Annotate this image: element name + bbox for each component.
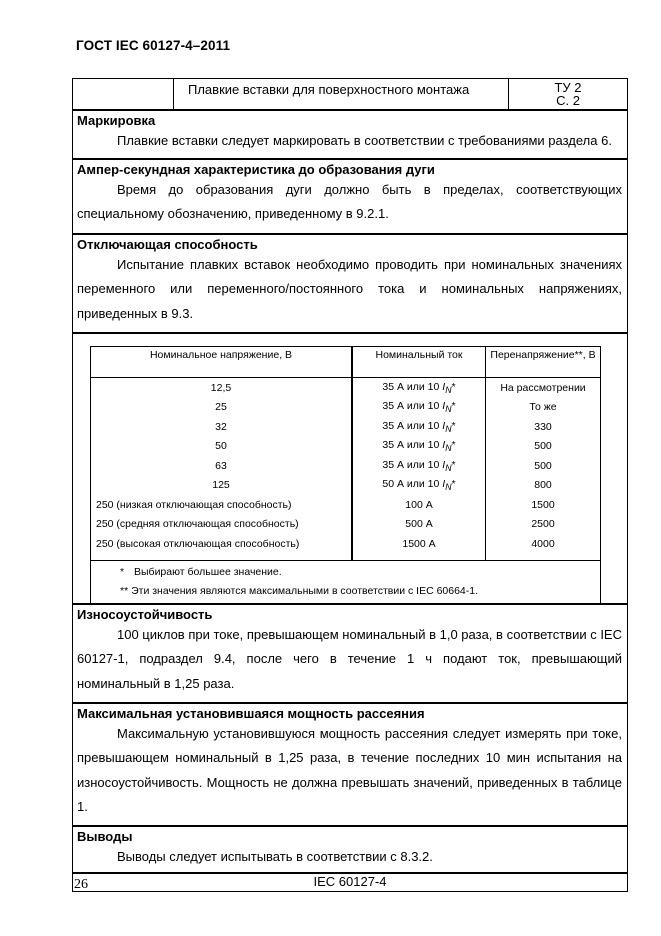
table-header-row <box>91 347 600 378</box>
cell-voltage: 32 <box>91 417 352 437</box>
header-product-name: Плавкие вставки для поверхностного монтажа <box>174 79 509 109</box>
cell-voltage: 12,5 <box>91 378 352 398</box>
current-text: 35 А или 10 <box>382 400 443 413</box>
section-marking <box>73 111 627 160</box>
cell-current <box>352 398 486 418</box>
cell-overvoltage: 4000 <box>531 537 555 550</box>
section-text: 100 циклов при токе, превышающем номинальный в 1,0 раза, в соответствии с IEC 60127-1, подраздел 9.4, после чего в течение 1 ч подают ток, превышающий номинальный в 1,25 раза. <box>77 627 622 691</box>
current-symbol: I <box>442 380 446 393</box>
section-text-wrap <box>73 721 627 819</box>
page-number: 26 <box>74 877 88 892</box>
section-text: Плавкие вставки следует маркировать в соответствии с требованиями раздела 6. <box>117 133 612 148</box>
current-text: 35 А или 10 <box>382 439 443 452</box>
current-symbol: I <box>442 478 446 491</box>
sheet-footer-standard: IEC 60127-4 <box>73 872 627 891</box>
table-row <box>91 456 600 476</box>
cell-current <box>352 456 486 476</box>
current-symbol: I <box>442 400 446 413</box>
voltage-current-table <box>90 346 601 605</box>
section-text-wrap <box>73 844 627 869</box>
section-text-wrap <box>73 622 627 696</box>
cell-current: 1500 А <box>352 534 486 560</box>
section-power-dissipation <box>73 704 627 827</box>
footnote-mark: * <box>451 458 456 471</box>
cell-current <box>352 476 486 496</box>
table-row <box>91 417 600 437</box>
section-breaking-capacity <box>73 235 627 334</box>
note-mark: * <box>120 565 125 578</box>
cell-current: 100 А <box>352 495 486 515</box>
cell-overvoltage: 330 <box>534 420 552 433</box>
current-symbol: I <box>442 458 446 471</box>
table-row <box>91 437 600 457</box>
section-text-wrap <box>73 128 627 153</box>
footnote-mark: * <box>451 380 456 393</box>
cell-overvoltage: То же <box>529 401 557 414</box>
section-title: Выводы <box>77 829 133 844</box>
current-text: 35 А или 10 <box>382 419 443 432</box>
cell-voltage: 250 (средняя отключающая способность) <box>91 515 352 535</box>
table-row <box>91 515 600 535</box>
section-title: Износоустойчивость <box>77 607 213 622</box>
footnote-mark: * <box>451 478 456 491</box>
cell-voltage: 63 <box>91 456 352 476</box>
current-text: 35 А или 10 <box>382 380 443 393</box>
current-subscript: N <box>445 443 452 454</box>
current-subscript: N <box>445 404 452 415</box>
footnote-mark: * <box>451 400 456 413</box>
header-code <box>509 79 627 109</box>
table-notes <box>91 560 600 604</box>
header-code-tu: ТУ 2 <box>554 80 582 95</box>
section-endurance <box>73 605 627 704</box>
section-text-wrap <box>73 252 627 326</box>
cell-overvoltage: 1500 <box>531 498 555 511</box>
header-code-page: С. 2 <box>556 93 580 108</box>
section-text-wrap <box>73 177 627 227</box>
current-subscript: N <box>445 462 452 473</box>
cell-voltage: 25 <box>91 398 352 418</box>
section-title: Ампер-секундная характеристика до образования дуги <box>77 162 435 177</box>
section-terminals <box>73 827 627 872</box>
cell-overvoltage: На рассмотрении <box>500 381 586 394</box>
cell-voltage: 250 (высокая отключающая способность) <box>91 534 352 560</box>
section-ampere-second-characteristic <box>73 160 627 235</box>
column-header-rated-voltage: Номинальное напряжение, В <box>91 347 352 378</box>
current-subscript: N <box>445 423 452 434</box>
current-symbol: I <box>442 419 446 432</box>
table-row <box>91 534 600 560</box>
table-row <box>91 378 600 398</box>
cell-current <box>352 437 486 457</box>
section-text: Выводы следует испытывать в соответствии с 8.3.2. <box>117 849 433 864</box>
current-subscript: N <box>445 384 452 395</box>
cell-voltage: 125 <box>91 476 352 496</box>
note-1 <box>95 563 600 582</box>
cell-overvoltage: 500 <box>534 440 552 453</box>
cell-overvoltage: 800 <box>534 479 552 492</box>
footnote-mark: * <box>451 439 456 452</box>
current-text: 35 А или 10 <box>382 458 443 471</box>
cell-current <box>352 417 486 437</box>
column-header-overvoltage: Перенапряжение**, В <box>486 347 601 378</box>
section-text: Максимальную установившуюся мощность рассеяния следует измерять при токе, превышающем номинальный в 1,25 раза, в течение последних 10 мин испытания на износоустойчивость. Мощность не должна превышать значений, приведенных в таблице 1. <box>77 726 622 814</box>
cell-overvoltage: 2500 <box>531 518 555 531</box>
cell-current: 500 А <box>352 515 486 535</box>
cell-overvoltage: 500 <box>534 459 552 472</box>
section-voltage-table <box>73 346 627 605</box>
table-row <box>91 476 600 496</box>
note-text: Выбирают большее значение. <box>134 565 282 578</box>
section-text: Время до образования дуги должно быть в пределах, соответствующих специальному обозначению, приведенному в 9.2.1. <box>77 182 622 222</box>
note-2: ** Эти значения являются максимальными в соответствии с IEC 60664-1. <box>120 584 479 597</box>
section-text: Испытание плавких вставок необходимо проводить при номинальных значениях переменного или переменного/постоянного тока и номинальных напряжениях, приведенных в 9.3. <box>77 257 622 321</box>
header-blank-cell <box>73 79 174 109</box>
current-text: 50 А или 10 <box>382 478 443 491</box>
specification-sheet <box>72 78 628 892</box>
current-subscript: N <box>445 482 452 493</box>
sheet-header <box>73 79 627 111</box>
section-title: Максимальная установившаяся мощность рассеяния <box>77 706 425 721</box>
section-title: Маркировка <box>77 113 156 128</box>
cell-voltage: 50 <box>91 437 352 457</box>
cell-voltage: 250 (низкая отключающая способность) <box>91 495 352 515</box>
document-title: ГОСТ IEC 60127-4–2011 <box>76 38 231 53</box>
column-header-rated-current: Номинальный ток <box>352 347 486 378</box>
table-row <box>91 398 600 418</box>
current-symbol: I <box>442 439 446 452</box>
section-title: Отключающая способность <box>77 237 258 252</box>
cell-current <box>352 378 486 398</box>
footnote-mark: * <box>451 419 456 432</box>
table-row <box>91 495 600 515</box>
